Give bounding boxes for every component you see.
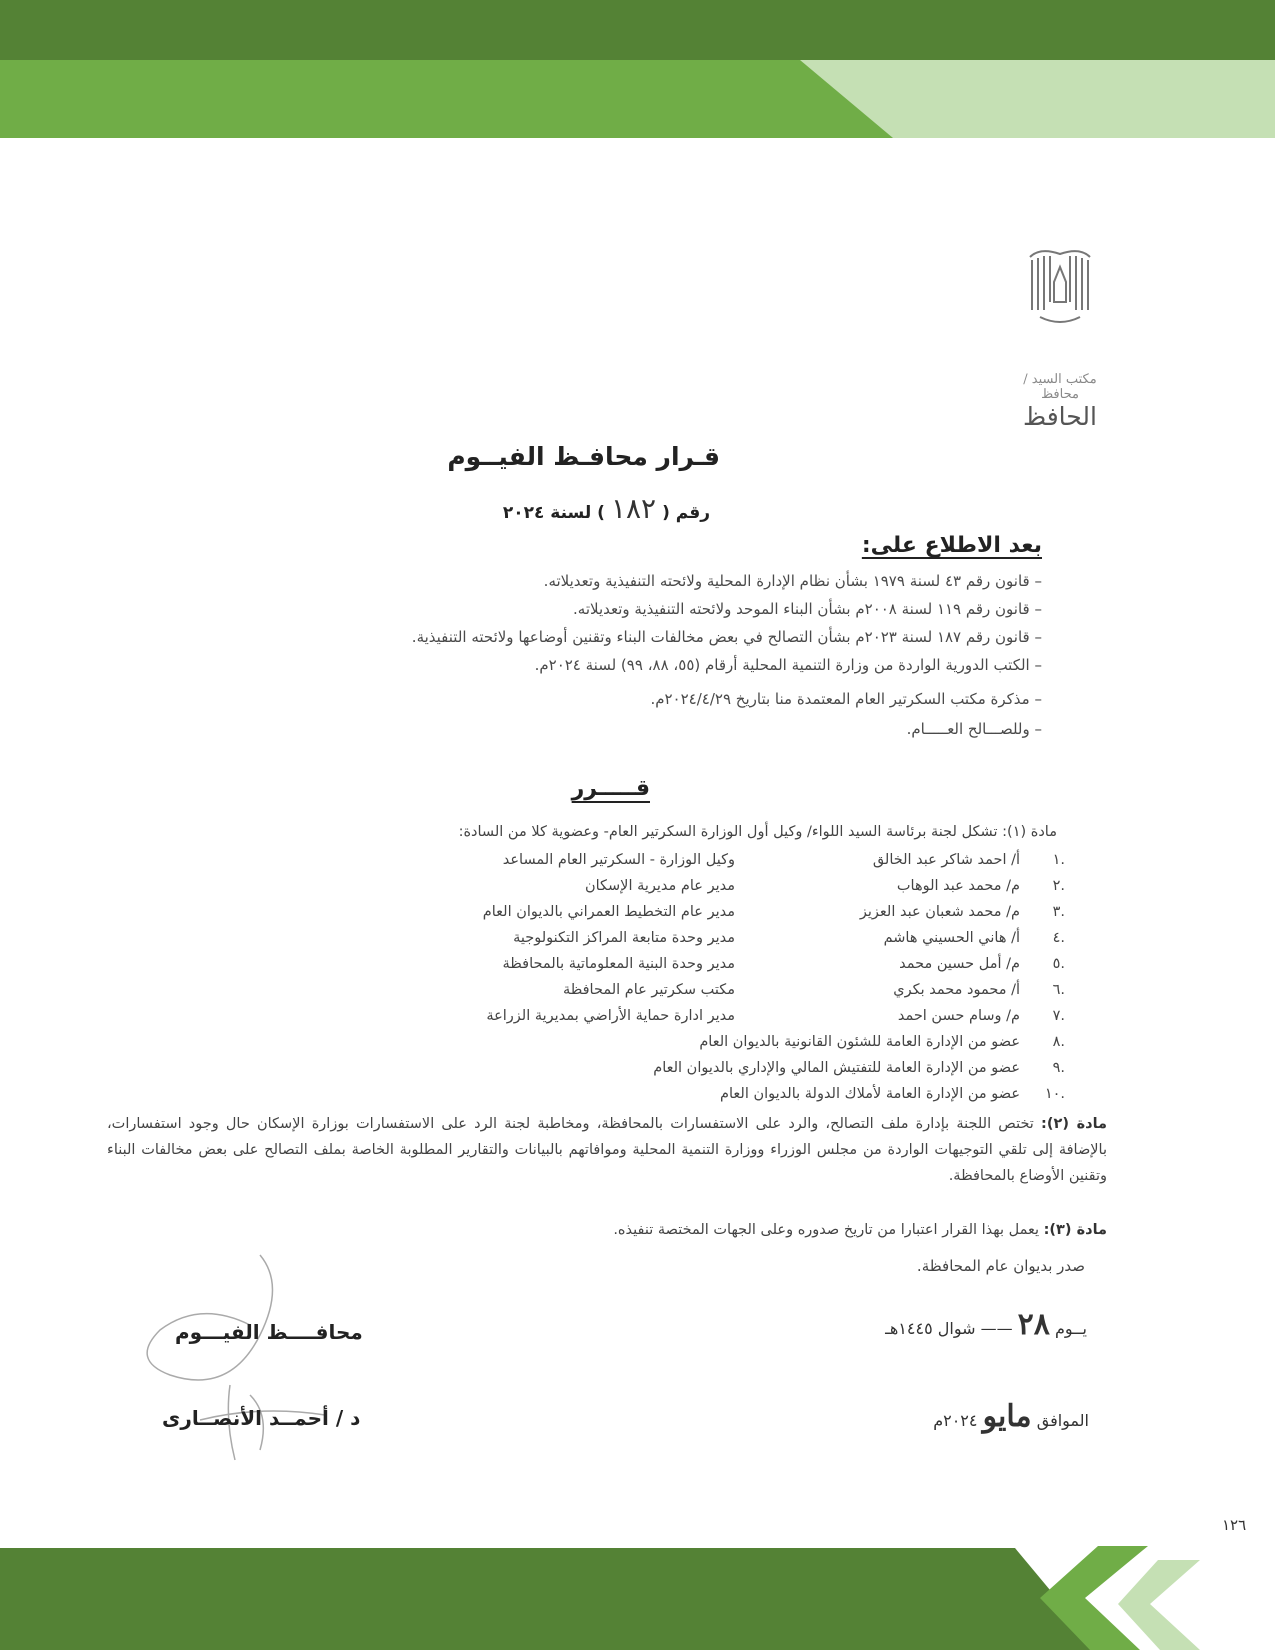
member-role: مكتب سكرتير عام المحافظة [562,982,735,998]
page-number: ١٢٦ [1222,1516,1247,1534]
decided-heading: قـــــرر [571,776,650,801]
member-entity: عضو من الإدارة العامة للشئون القانونية بالديوان العام [699,1034,1020,1050]
member-number: ٤. [1052,930,1065,946]
member-number: ٦. [1052,982,1065,998]
member-name: أ/ هاني الحسيني هاشم [883,930,1020,946]
review-item: – قانون رقم ١٨٧ لسنة ٢٠٢٣م بشأن التصالح في بعض مخالفات البناء وتقنين أوضاعها ولائحته التنفيذية. [411,628,1042,646]
gregorian-date [933,1399,1089,1434]
review-heading: بعد الاطلاع على: [861,533,1042,558]
eagle-emblem-icon [1010,232,1110,332]
office-handwritten: الحافظ [1023,402,1097,431]
signature-scribble [110,1245,350,1475]
review-item: – قانون رقم ١١٩ لسنة ٢٠٠٨م بشأن البناء الموحد ولائحته التنفيذية وتعديلاته. [573,600,1042,618]
gregorian-prefix: الموافق [1036,1411,1089,1430]
footer-band [0,1540,1275,1650]
member-role: مدير عام مديرية الإسكان [584,878,735,894]
decree-title: قـرار محافـظ الفيــوم [447,442,720,471]
decree-number-handwritten: ١٨٢ [610,492,657,525]
governor-name: د / أحمــد الأنصــارى [162,1406,361,1430]
member-name: أ/ احمد شاكر عبد الخالق [872,852,1020,868]
article-3-label: مادة (٣): [1043,1222,1107,1238]
member-name: أ/ محمود محمد بكري [893,982,1020,998]
article-1-text: مادة (١): تشكل لجنة برئاسة السيد اللواء/ وكيل أول الوزارة السكرتير العام- وعضوية كلا من السادة: [458,824,1057,840]
member-name: م/ محمد شعبان عبد العزيز [859,904,1020,920]
decree-number-suffix: ) لسنة ٢٠٢٤ [502,503,605,523]
review-item: – وللصـــالح العـــــام. [906,720,1042,738]
member-number: ٣. [1052,904,1065,920]
member-role: مدير وحدة متابعة المراكز التكنولوجية [513,930,735,946]
header-band [0,0,1275,140]
member-name: م/ وسام حسن احمد [897,1008,1020,1024]
member-number: ١٠. [1044,1086,1065,1102]
member-role: مدير وحدة البنية المعلوماتية بالمحافظة [502,956,735,972]
article-3 [613,1222,1107,1238]
office-of-governor-stamp [1005,372,1115,431]
member-role: مدير عام التخطيط العمراني بالديوان العام [482,904,735,920]
member-name: م/ محمد عبد الوهاب [896,878,1020,894]
article-2 [107,1111,1107,1189]
review-item: – الكتب الدورية الواردة من وزارة التنمية المحلية أرقام (٥٥، ٨٨، ٩٩) لسنة ٢٠٢٤م. [534,656,1042,674]
member-number: ٨. [1052,1034,1065,1050]
member-name: م/ أمل حسين محمد [899,956,1020,972]
member-number: ٧. [1052,1008,1065,1024]
review-item: – مذكرة مكتب السكرتير العام المعتمدة منا بتاريخ ٢٠٢٤/٤/٢٩م. [650,690,1042,708]
review-item: – قانون رقم ٤٣ لسنة ١٩٧٩ بشأن نظام الإدارة المحلية ولائحته التنفيذية وتعديلاته. [543,572,1042,590]
gregorian-year: ٢٠٢٤م [933,1411,978,1430]
member-number: ١. [1052,852,1065,868]
member-number: ٥. [1052,956,1065,972]
member-number: ٢. [1052,878,1065,894]
day-handwritten: ٢٨ [1017,1307,1050,1342]
member-role: وكيل الوزارة - السكرتير العام المساعد [502,852,735,868]
article-2-label: مادة (٢): [1041,1116,1108,1132]
office-small-label: مكتب السيد / محافظ [1023,372,1097,402]
hijri-month-year: —— شوال ١٤٤٥هـ [885,1319,1013,1338]
issued-statement: صدر بديوان عام المحافظة. [916,1257,1085,1275]
decree-number-prefix: رقم ( [662,503,710,523]
day-prefix: يــوم [1055,1319,1087,1338]
member-entity: عضو من الإدارة العامة للتفتيش المالي والإداري بالديوان العام [653,1060,1020,1076]
article-2-text: تختص اللجنة بإدارة ملف التصالح، والرد على الاستفسارات بالمحافظة، ومخاطبة لجنة الرد على الاستفسارات بوزارة الإسكان حال وجود استفسارات، بالإضافة إلى تلقي التوجيهات الواردة من مجلس الوزراء ووزارة التنمية المحلية وموافاتهم بالبيانات والتقارير المطلوبة الخاصة بملف التصالح على بعض مخالفات البناء وتقنين الأوضاع بالمحافظة. [107,1116,1107,1184]
member-number: ٩. [1052,1060,1065,1076]
governor-title: محافــــظ الفيـــوم [175,1320,363,1344]
decree-number [503,492,710,525]
member-role: مدير ادارة حماية الأراضي بمديرية الزراعة [486,1008,735,1024]
gregorian-month-handwritten: مايو [982,1399,1032,1434]
article-3-text: يعمل بهذا القرار اعتبارا من تاريخ صدوره وعلى الجهات المختصة تنفيذه. [613,1222,1039,1238]
hijri-date [885,1307,1087,1342]
member-entity: عضو من الإدارة العامة لأملاك الدولة بالديوان العام [720,1086,1020,1102]
